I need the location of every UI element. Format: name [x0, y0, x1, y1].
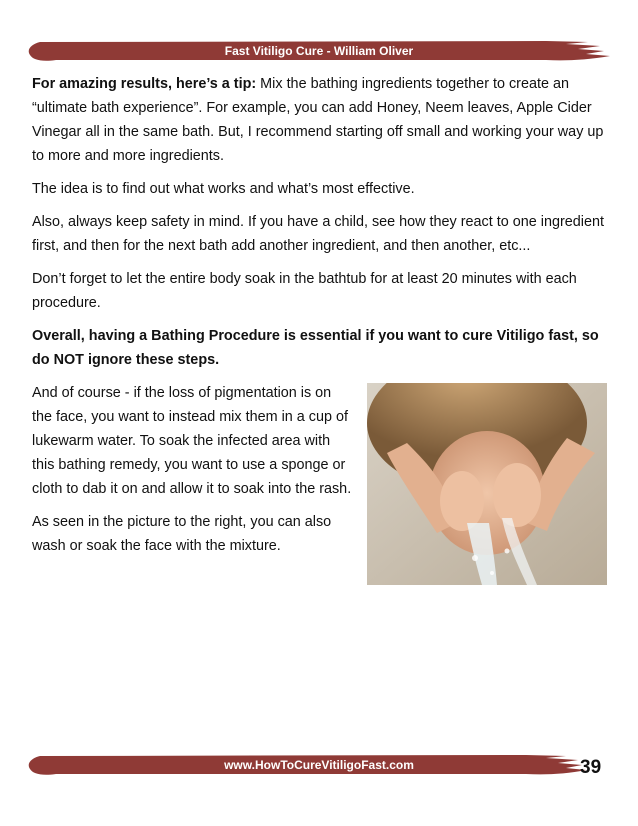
tip-text: Mix the bathing ingredients together to create an “ultimate bath experience”. For example, you can add Honey, Neem leaves, Apple Cider Vinegar all in the same bath. But, I recommend starting off small and working your way up to more and more ingredients.	[32, 76, 604, 164]
footer-banner	[26, 752, 612, 778]
website-url: www.HowToCureVitiligoFast.com	[224, 758, 414, 772]
face-text-column	[32, 381, 352, 558]
face-washing-photo	[367, 383, 607, 585]
page-content	[32, 72, 610, 591]
paragraph-safety: Also, always keep safety in mind. If you have a child, see how they react to one ingredient first, and then for the next bath add another ingredient, and then another, etc...	[32, 214, 604, 254]
paragraph-soak: Don’t forget to let the entire body soak in the bathtub for at least 20 minutes with each procedure.	[32, 271, 577, 311]
header-banner	[26, 38, 612, 64]
paragraph-face: And of course - if the loss of pigmentation is on the face, you want to instead mix them in a cup of lukewarm water. To soak the infected area with this bathing remedy, you want to use a sponge or cloth to dab it on and allow it to soak into the rash.	[32, 385, 352, 497]
paragraph-essential: Overall, having a Bathing Procedure is essential if you want to cure Vitiligo fast, so do NOT ignore these steps.	[32, 328, 599, 368]
document-title: Fast Vitiligo Cure - William Oliver	[224, 44, 414, 58]
page-number: 39	[580, 757, 602, 778]
paragraph-picture: As seen in the picture to the right, you can also wash or soak the face with the mixture.	[32, 514, 332, 554]
tip-lead: For amazing results, here’s a tip:	[32, 76, 257, 92]
paragraph-effective: The idea is to find out what works and what’s most effective.	[32, 181, 415, 197]
face-section	[32, 381, 610, 591]
tip-paragraph	[32, 72, 610, 168]
